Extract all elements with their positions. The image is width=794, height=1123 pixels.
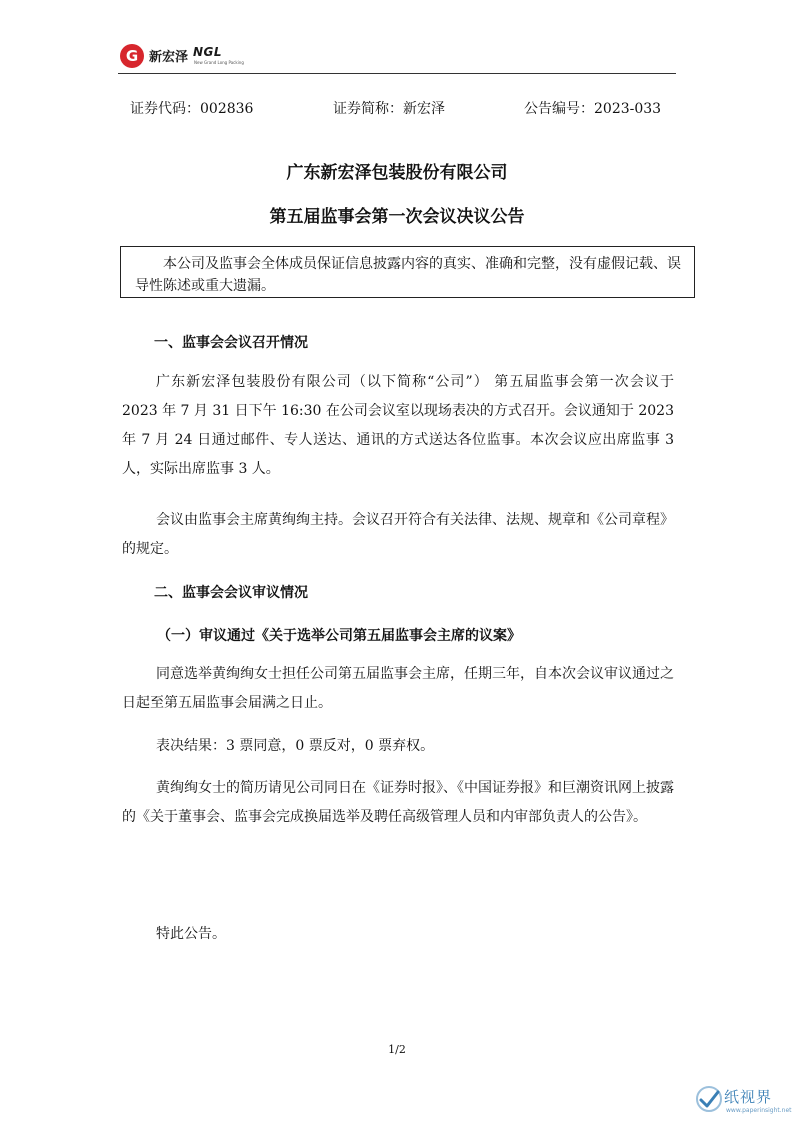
- notice-number: 公告编号：2023-033: [524, 101, 662, 117]
- paperinsight-icon: [694, 1084, 724, 1114]
- section-1-paragraph-1: 广东新宏泽包装股份有限公司（以下简称“公司”） 第五届监事会第一次会议于 2023 年 7 月 31 日下午 16:30 在公司会议室以现场表决的方式召开。会议通知于 2023 年 7 月 24 日通过邮件、专人送达、通讯的方式送达各位监事。本次会议应出席监事 3 人，实际出席监事 3 人。: [122, 374, 674, 477]
- section-2-heading: 二、监事会会议审议情况: [154, 585, 308, 601]
- section-1-heading: 一、监事会会议召开情况: [154, 335, 308, 351]
- logo-name: 新宏泽: [149, 50, 189, 65]
- notice-title: 第五届监事会第一次会议决议公告: [269, 207, 525, 227]
- disclosure-text: 本公司及监事会全体成员保证信息披露内容的真实、准确和完整，没有虚假记载、误导性陈述或重大遗漏。: [135, 256, 681, 294]
- page-number: 1/2: [388, 1043, 406, 1056]
- section-2-paragraph-3: 黄绚绚女士的简历请见公司同日在《证券时报》、《中国证券报》和巨潮资讯网上披露的《关于董事会、监事会完成换届选举及聘任高级管理人员和内审部负责人的公告》。: [122, 780, 674, 825]
- company-title: 广东新宏泽包装股份有限公司: [286, 163, 508, 183]
- watermark: [694, 1082, 794, 1122]
- watermark-text: 纸视界: [724, 1088, 773, 1106]
- disclosure-box: [120, 246, 695, 298]
- logo-sub: New Grand Long Packing: [194, 60, 244, 65]
- stock-code: 证券代码：002836: [130, 101, 254, 117]
- stock-short-name: 证券简称：新宏泽: [333, 101, 445, 117]
- watermark-url: www.paperinsight.net: [726, 1107, 792, 1114]
- company-logo: [120, 42, 250, 70]
- vote-result: 表决结果：3 票同意，0 票反对，0 票弃权。: [156, 738, 435, 754]
- section-1-paragraph-2: 会议由监事会主席黄绚绚主持。会议召开符合有关法律、法规、规章和《公司章程》的规定。: [122, 512, 674, 557]
- section-2-subheading: （一）审议通过《关于选举公司第五届监事会主席的议案》: [157, 628, 521, 644]
- logo-en: NGL: [193, 45, 223, 59]
- closing-text: 特此公告。: [156, 926, 226, 942]
- section-2-paragraph-1: 同意选举黄绚绚女士担任公司第五届监事会主席，任期三年，自本次会议审议通过之日起至第五届监事会届满之日止。: [122, 666, 674, 711]
- header-divider: [118, 73, 676, 74]
- logo-mark: G: [120, 44, 144, 68]
